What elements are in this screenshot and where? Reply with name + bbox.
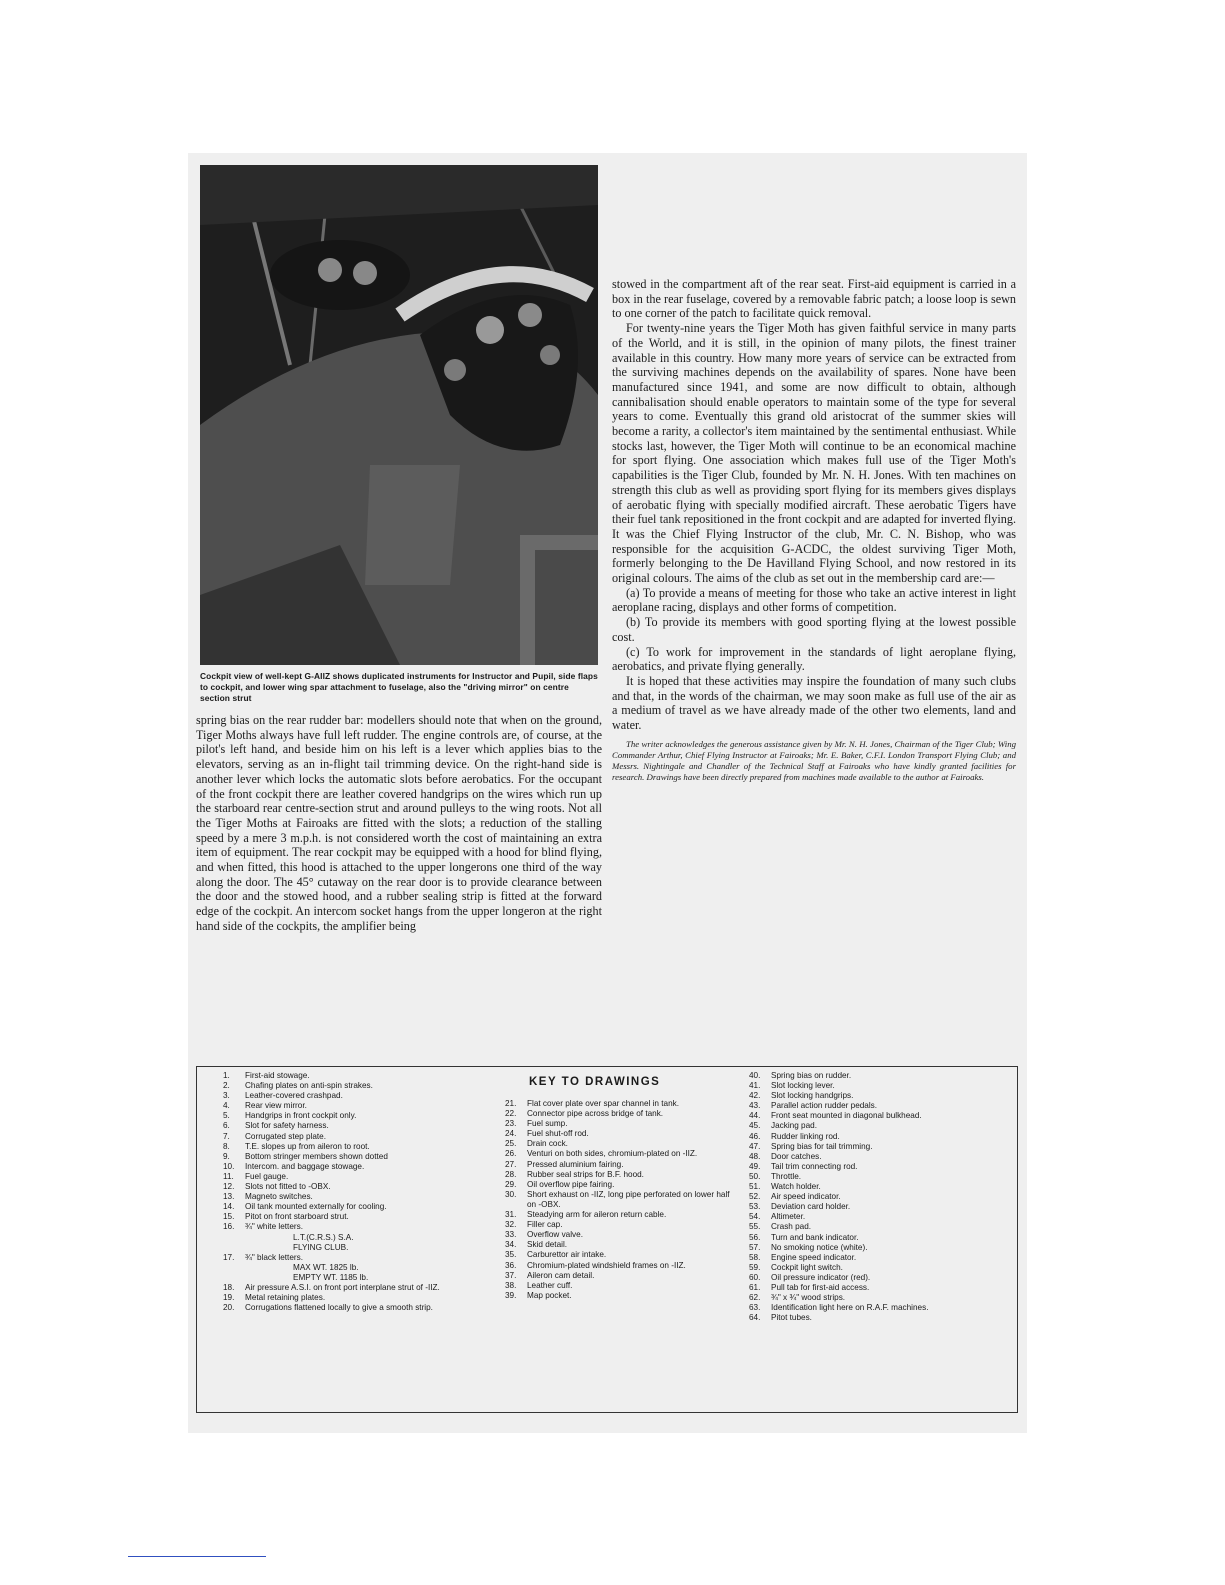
- key-item-text: Engine speed indicator.: [771, 1252, 857, 1262]
- key-item-text: Deviation card holder.: [771, 1202, 851, 1212]
- key-item-text: Aileron cam detail.: [527, 1270, 595, 1280]
- key-item-text: Altimeter.: [771, 1212, 806, 1222]
- key-item: [505, 1099, 733, 1109]
- key-item-number: 11.: [223, 1171, 234, 1181]
- key-item: [749, 1172, 1004, 1182]
- key-item-text: Leather cuff.: [527, 1280, 573, 1290]
- key-item: [223, 1172, 473, 1182]
- key-item-number: [223, 1243, 245, 1253]
- key-item-text: MAX WT. 1825 lb.: [293, 1262, 359, 1272]
- key-item-text: Air speed indicator.: [771, 1192, 841, 1202]
- left-column: [196, 713, 602, 934]
- key-item-number: 5.: [223, 1111, 230, 1121]
- key-item: [505, 1281, 733, 1291]
- key-item-number: 18.: [223, 1282, 235, 1292]
- key-item-text: Spring bias on rudder.: [771, 1071, 852, 1080]
- key-item-number: 29.: [505, 1179, 517, 1189]
- key-item-number: 48.: [749, 1151, 761, 1161]
- key-item-text: ¾" black letters.: [245, 1252, 303, 1262]
- key-item: [223, 1132, 473, 1142]
- key-item-text: Spring bias for tail trimming.: [771, 1141, 873, 1151]
- key-item: [749, 1202, 1004, 1212]
- key-item: [749, 1243, 1004, 1253]
- key-item-number: 7.: [223, 1131, 230, 1141]
- key-item-number: 38.: [505, 1280, 517, 1290]
- key-item: [505, 1261, 733, 1271]
- key-item-number: 28.: [505, 1169, 517, 1179]
- key-item-number: 31.: [505, 1210, 517, 1220]
- key-item-number: 8.: [223, 1141, 230, 1151]
- key-item-number: 1.: [223, 1071, 230, 1080]
- key-item: [223, 1202, 473, 1212]
- key-item: [505, 1180, 733, 1190]
- key-item: [223, 1273, 473, 1283]
- key-item: [223, 1192, 473, 1202]
- key-item-number: 30.: [505, 1189, 517, 1199]
- paragraph: spring bias on the rear rudder bar: modellers should note that when on the ground, Tiger Moths always have full left rudder. The engine controls are, of course, at the pilot's left hand, and beside him on his left is a lever which applies bias to the elevators, serving as an in-flight tail trimming device. On the right-hand side is another lever which locks the automatic slots before aerobatics. For the occupant of the front cockpit there are leather covered handgrips on the wires which run up the starboard rear centre-section strut and around pulleys to the wing roots. Not all the Tiger Moths at Fairoaks are fitted with the slots; a reduction of the stalling speed by a mere 3 m.p.h. is not considered worth the cost of maintaining an extra item of equipment. The rear cockpit may be equipped with a hood for blind flying, and when fitted, this hood is attached to the upper longerons one third of the way along the door. The 45° cutaway on the rear door is to provide clearance between the door and the stowed hood, and a rubber sealing strip is fitted at the forward edge of the cockpit. An intercom socket hangs from the upper longeron at the right hand side of the cockpits, the amplifier being: [196, 713, 602, 933]
- key-item-text: Chromium-plated windshield frames on -IIZ.: [527, 1260, 686, 1270]
- key-item-text: Skid detail.: [527, 1240, 568, 1250]
- key-item-text: ¾" x ¾" wood strips.: [771, 1293, 846, 1303]
- key-item-text: Identification light here on R.A.F. machines.: [771, 1303, 929, 1313]
- key-item-number: 27.: [505, 1159, 517, 1169]
- cockpit-photo: [200, 165, 598, 665]
- key-item-number: 22.: [505, 1109, 517, 1119]
- key-item-text: Oil tank mounted externally for cooling.: [245, 1202, 387, 1212]
- key-item-number: 32.: [505, 1220, 517, 1230]
- key-item-number: 64.: [749, 1313, 761, 1323]
- key-item-number: 39.: [505, 1290, 517, 1300]
- key-item-text: EMPTY WT. 1185 lb.: [293, 1272, 369, 1282]
- cockpit-photo-illustration: [200, 165, 598, 665]
- key-item: [223, 1253, 473, 1263]
- key-item-number: 43.: [749, 1101, 761, 1111]
- key-item-number: 47.: [749, 1141, 761, 1151]
- key-item-text: Carburettor air intake.: [527, 1250, 607, 1260]
- paragraph: (b) To provide its members with good sporting flying at the lowest possible cost.: [612, 615, 1016, 644]
- key-item-number: 9.: [223, 1151, 230, 1161]
- key-item-number: 23.: [505, 1119, 517, 1129]
- key-item: [223, 1142, 473, 1152]
- key-item-number: 21.: [505, 1099, 517, 1108]
- key-item: [223, 1162, 473, 1172]
- magazine-page: [188, 153, 1027, 1433]
- key-item-text: Corrugations flattened locally to give a smooth strip.: [245, 1303, 433, 1313]
- key-item: [749, 1111, 1004, 1121]
- key-item: [749, 1101, 1004, 1111]
- key-item-text: Venturi on both sides, chromium-plated on -IIZ.: [527, 1149, 698, 1159]
- key-item-number: 56.: [749, 1232, 761, 1242]
- paragraph: stowed in the compartment aft of the rear seat. First-aid equipment is carried in a box in the rear fuselage, covered by a removable fabric patch; a loose loop is sewn to one corner of the patch to facilitate quick removal.: [612, 277, 1016, 321]
- key-item-number: 19.: [223, 1293, 235, 1303]
- key-item: [749, 1212, 1004, 1222]
- key-item: [749, 1091, 1004, 1101]
- key-item-number: 12.: [223, 1182, 235, 1192]
- key-item-text: Pressed aluminium fairing.: [527, 1159, 624, 1169]
- key-item-number: 62.: [749, 1293, 761, 1303]
- key-item: [505, 1109, 733, 1119]
- key-item-number: [223, 1263, 245, 1273]
- key-item-number: 2.: [223, 1081, 230, 1091]
- key-item-number: 6.: [223, 1121, 230, 1131]
- key-item-text: Leather-covered crashpad.: [245, 1091, 343, 1101]
- key-item: [223, 1243, 473, 1253]
- key-item-number: 17.: [223, 1252, 235, 1262]
- key-item-number: 57.: [749, 1242, 761, 1252]
- key-item: [749, 1152, 1004, 1162]
- key-item-number: 44.: [749, 1111, 761, 1121]
- key-item-text: ¾" white letters.: [245, 1222, 303, 1232]
- key-item: [505, 1250, 733, 1260]
- key-item-text: Pull tab for first-aid access.: [771, 1282, 870, 1292]
- key-item-number: 35.: [505, 1250, 517, 1260]
- key-column-1: [223, 1071, 473, 1313]
- key-item: [505, 1139, 733, 1149]
- key-item: [223, 1263, 473, 1273]
- key-item-text: Fuel gauge.: [245, 1171, 289, 1181]
- key-item: [749, 1081, 1004, 1091]
- key-item: [223, 1071, 473, 1081]
- key-item-number: 61.: [749, 1282, 761, 1292]
- key-item-number: 60.: [749, 1272, 761, 1282]
- key-item-number: 41.: [749, 1081, 761, 1091]
- footer-rule: [128, 1556, 266, 1557]
- paragraph: (a) To provide a means of meeting for those who take an active interest in light aeroplane racing, displays and other forms of competition.: [612, 585, 1016, 615]
- key-item-text: No smoking notice (white).: [771, 1242, 868, 1252]
- key-item-text: Parallel action rudder pedals.: [771, 1101, 878, 1111]
- key-item-text: Drain cock.: [527, 1139, 568, 1149]
- key-item-number: 13.: [223, 1192, 235, 1202]
- key-item-text: Front seat mounted in diagonal bulkhead.: [771, 1111, 922, 1121]
- key-item-number: 53.: [749, 1202, 761, 1212]
- key-item-text: Rubber seal strips for B.F. hood.: [527, 1169, 644, 1179]
- key-item-number: 16.: [223, 1222, 235, 1232]
- key-item: [749, 1233, 1004, 1243]
- key-item-number: 25.: [505, 1139, 517, 1149]
- key-item-text: Map pocket.: [527, 1290, 572, 1300]
- key-item-text: Flat cover plate over spar channel in tank.: [527, 1099, 680, 1108]
- key-item-number: 10.: [223, 1161, 235, 1171]
- key-item: [749, 1222, 1004, 1232]
- key-item-number: 49.: [749, 1161, 761, 1171]
- key-item: [749, 1182, 1004, 1192]
- paragraph: It is hoped that these activities may inspire the foundation of many such clubs and that, in the words of the chairman, we may soon make as full use of the air as a medium of travel as we have already made of the other two elements, land and water.: [612, 673, 1016, 733]
- key-item: [749, 1273, 1004, 1283]
- key-item: [223, 1152, 473, 1162]
- key-item: [505, 1210, 733, 1220]
- key-item-text: Corrugated step plate.: [245, 1131, 327, 1141]
- key-item: [505, 1271, 733, 1281]
- key-item: [505, 1220, 733, 1230]
- key-item: [223, 1233, 473, 1243]
- key-item: [223, 1212, 473, 1222]
- key-item: [223, 1283, 473, 1293]
- key-item-text: Fuel sump.: [527, 1119, 568, 1129]
- key-item-text: L.T.(C.R.S.) S.A.: [293, 1232, 354, 1242]
- key-item-number: 14.: [223, 1202, 235, 1212]
- key-item: [223, 1081, 473, 1091]
- key-item: [749, 1293, 1004, 1303]
- key-item-number: 26.: [505, 1149, 517, 1159]
- key-item-number: 51.: [749, 1182, 761, 1192]
- key-item-text: T.E. slopes up from aileron to root.: [245, 1141, 370, 1151]
- key-item-text: Handgrips in front cockpit only.: [245, 1111, 357, 1121]
- key-item-text: Throttle.: [771, 1171, 802, 1181]
- key-item-text: Steadying arm for aileron return cable.: [527, 1210, 667, 1220]
- key-item: [223, 1091, 473, 1101]
- key-item-text: Connector pipe across bridge of tank.: [527, 1109, 664, 1119]
- key-item-number: 36.: [505, 1260, 517, 1270]
- key-item-number: 37.: [505, 1270, 517, 1280]
- key-item-number: 50.: [749, 1171, 761, 1181]
- key-item: [749, 1142, 1004, 1152]
- key-item-text: Oil pressure indicator (red).: [771, 1272, 871, 1282]
- key-item-text: Filler cap.: [527, 1220, 563, 1230]
- key-item-number: 15.: [223, 1212, 235, 1222]
- key-item-text: Pitot on front starboard strut.: [245, 1212, 349, 1222]
- key-item-text: Bottom stringer members shown dotted: [245, 1151, 388, 1161]
- photo-caption: Cockpit view of well-kept G-AIIZ shows duplicated instruments for Instructor and Pupil, side flaps to cockpit, and lower wing spar attachment to fuselage, also the "driving mirror" on centre section strut: [200, 671, 598, 703]
- key-column-2: [505, 1099, 733, 1301]
- key-item-text: Slot locking lever.: [771, 1081, 835, 1091]
- key-item: [505, 1291, 733, 1301]
- key-to-drawings: [196, 1066, 1018, 1413]
- key-item-number: [223, 1273, 245, 1283]
- key-item: [505, 1170, 733, 1180]
- key-item-number: 24.: [505, 1129, 517, 1139]
- key-item: [749, 1263, 1004, 1273]
- paragraph: (c) To work for improvement in the standards of light aeroplane flying, aerobatics, and private flying generally.: [612, 644, 1016, 674]
- key-item-number: 42.: [749, 1091, 761, 1101]
- key-item: [505, 1149, 733, 1159]
- key-item-text: Metal retaining plates.: [245, 1293, 326, 1303]
- key-item-text: Tail trim connecting rod.: [771, 1161, 858, 1171]
- key-item-number: 33.: [505, 1230, 517, 1240]
- key-item-text: Overflow valve.: [527, 1230, 583, 1240]
- key-item: [749, 1162, 1004, 1172]
- key-item: [749, 1313, 1004, 1323]
- key-item-number: [223, 1233, 245, 1243]
- key-item-number: 59.: [749, 1262, 761, 1272]
- key-item: [749, 1303, 1004, 1313]
- key-item: [749, 1132, 1004, 1142]
- key-item-number: 40.: [749, 1071, 761, 1080]
- key-item-text: Slot locking handgrips.: [771, 1091, 854, 1101]
- key-item-text: Turn and bank indicator.: [771, 1232, 859, 1242]
- key-item-text: Rear view mirror.: [245, 1101, 307, 1111]
- key-item-number: 55.: [749, 1222, 761, 1232]
- key-item: [505, 1190, 733, 1210]
- key-item: [749, 1283, 1004, 1293]
- key-item-number: 45.: [749, 1121, 761, 1131]
- paragraph: For twenty-nine years the Tiger Moth has given faithful service in many parts of the World, and it is still, in the opinion of many pilots, the finest trainer available in this country. How many more years of service can be extracted from the surviving machines depends on the availability of spares. None have been manufactured since 1941, and some are now difficult to obtain, although cannibalisation should enable operators to maintain some of the type for several years to come. Eventually this grand old aristocrat of the summer skies will become a rarity, a collector's item maintained by the sentimental enthusiast. While stocks last, however, the Tiger Moth will continue to be an economical machine for sport flying. One association which makes full use of the Tiger Moth's capabilities is the Tiger Club, founded by Mr. N. H. Jones. With ten machines on strength this club as well as providing sport flying for its members gives displays of aerobatic flying with specially modified aircraft. These aerobatic Tigers have their fuel tank repositioned in the front cockpit and are adapted for inverted flying. It was the Chief Flying Instructor of the club, Mr. C. N. Bishop, who was responsible for the acquisition G-ACDC, the oldest surviving Tiger Moth, formerly belonging to the De Havilland Flying School, and now restored in its original colours. The aims of the club as set out in the membership card are:—: [612, 321, 1016, 586]
- key-item-number: 63.: [749, 1303, 761, 1313]
- key-item: [505, 1160, 733, 1170]
- key-item-text: Fuel shut-off rod.: [527, 1129, 589, 1139]
- key-item-text: Magneto switches.: [245, 1192, 313, 1202]
- key-item-number: 20.: [223, 1303, 235, 1313]
- key-item: [749, 1071, 1004, 1081]
- key-item-number: 58.: [749, 1252, 761, 1262]
- key-item: [749, 1121, 1004, 1131]
- key-item-text: Air pressure A.S.I. on front port interplane strut of -IIZ.: [245, 1282, 440, 1292]
- key-item-text: Slot for safety harness.: [245, 1121, 329, 1131]
- key-item-text: Slots not fitted to -OBX.: [245, 1182, 331, 1192]
- key-item-number: 54.: [749, 1212, 761, 1222]
- key-item: [749, 1192, 1004, 1202]
- key-item: [223, 1111, 473, 1121]
- key-item-text: Oil overflow pipe fairing.: [527, 1179, 615, 1189]
- key-item: [505, 1129, 733, 1139]
- key-item-text: First-aid stowage.: [245, 1071, 310, 1080]
- key-item: [223, 1121, 473, 1131]
- key-item-text: Door catches.: [771, 1151, 822, 1161]
- acknowledgement: The writer acknowledges the generous assistance given by Mr. N. H. Jones, Chairman of the Tiger Club; Wing Commander Arthur, Chief Flying Instructor at Fairoaks; Mr. E. Baker, C.F.I. London Transport Flying Club; and Messrs. Nightingale and Chandler of the Technical Staff at Fairoaks who have kindly granted facilities for research. Drawings have been directly prepared from machines made available to the author at Fairoaks.: [612, 738, 1016, 782]
- key-item: [505, 1230, 733, 1240]
- key-item-text: Rudder linking rod.: [771, 1131, 840, 1141]
- key-item-text: Cockpit light switch.: [771, 1262, 843, 1272]
- key-item-text: Jacking pad.: [771, 1121, 817, 1131]
- key-item-number: 52.: [749, 1192, 761, 1202]
- key-item: [505, 1240, 733, 1250]
- key-item-text: Crash pad.: [771, 1222, 812, 1232]
- key-item-number: 46.: [749, 1131, 761, 1141]
- key-item-number: 4.: [223, 1101, 230, 1111]
- right-column: [612, 277, 1016, 783]
- key-item: [223, 1101, 473, 1111]
- key-item-text: FLYING CLUB.: [293, 1242, 349, 1252]
- key-item-text: Short exhaust on -IIZ, long pipe perforated on lower half on -OBX.: [527, 1189, 730, 1209]
- key-item-text: Watch holder.: [771, 1182, 821, 1192]
- key-item-number: 3.: [223, 1091, 230, 1101]
- key-item: [505, 1119, 733, 1129]
- key-item: [749, 1253, 1004, 1263]
- key-item-text: Intercom. and baggage stowage.: [245, 1161, 365, 1171]
- key-item: [223, 1222, 473, 1232]
- key-item: [223, 1182, 473, 1192]
- key-item-number: 34.: [505, 1240, 517, 1250]
- key-item: [223, 1303, 473, 1313]
- key-item-text: Chafing plates on anti-spin strakes.: [245, 1081, 373, 1091]
- key-column-3: [749, 1071, 1004, 1323]
- key-item-text: Pitot tubes.: [771, 1313, 812, 1323]
- key-item: [223, 1293, 473, 1303]
- key-title: KEY TO DRAWINGS: [529, 1076, 661, 1088]
